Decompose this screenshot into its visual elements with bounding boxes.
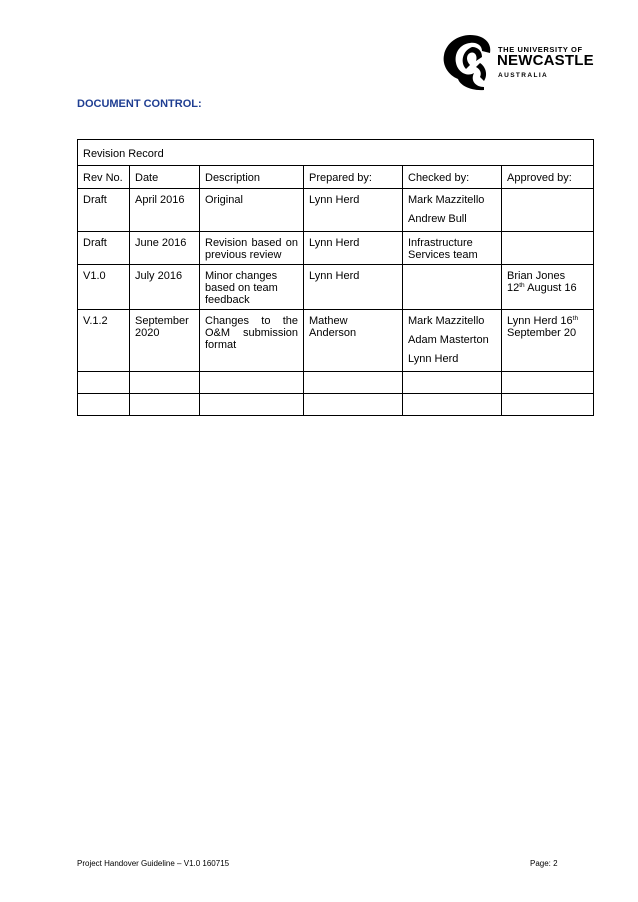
table-row xyxy=(78,265,594,310)
university-logo xyxy=(440,33,600,91)
description-line: Revision based on xyxy=(205,237,298,249)
cell-checked xyxy=(403,232,502,265)
logo-line-3: AUSTRALIA xyxy=(498,72,549,79)
description-line: feedback xyxy=(205,294,250,306)
footer-document-title: Project Handover Guideline – V1.0 160715 xyxy=(77,859,230,868)
cell-date: April 2016 xyxy=(130,189,200,232)
table-row xyxy=(78,310,594,372)
checked-name: Mark Mazzitello xyxy=(408,315,485,327)
description-line: O&M submission xyxy=(205,327,298,339)
header-date: Date xyxy=(130,166,200,189)
table-row xyxy=(78,232,594,265)
cell-prepared: Lynn Herd xyxy=(304,265,403,310)
description-line: Changes to the xyxy=(205,315,298,327)
cell-prepared: Lynn Herd xyxy=(304,189,403,232)
cell-approved xyxy=(502,310,594,372)
checked-name: Andrew Bull xyxy=(408,213,467,225)
cell-rev: V1.0 xyxy=(78,265,130,310)
cell-checked xyxy=(403,310,502,372)
cell-prepared: Mathew Anderson xyxy=(304,310,403,372)
checked-line: Services team xyxy=(408,249,478,261)
cell-date xyxy=(130,310,200,372)
logo-line-1: THE UNIVERSITY OF xyxy=(498,45,583,54)
empty-table-row xyxy=(78,372,594,394)
description-line: previous review xyxy=(205,249,282,261)
description-line: format xyxy=(205,339,237,351)
cell-date: July 2016 xyxy=(130,265,200,310)
approver-and-day: Lynn Herd 16 xyxy=(507,315,573,327)
cell-checked xyxy=(403,265,502,310)
header-description: Description xyxy=(200,166,304,189)
cell-description: Original xyxy=(200,189,304,232)
cell-rev: Draft xyxy=(78,189,130,232)
cell-approved xyxy=(502,265,594,310)
seahorse-emblem-icon xyxy=(440,33,496,91)
revision-record-table xyxy=(77,139,594,416)
date-line: 2020 xyxy=(135,327,160,339)
logo-line-2: NEWCASTLE xyxy=(497,52,594,69)
cell-description xyxy=(200,265,304,310)
checked-name: Adam Masterton xyxy=(408,334,489,346)
header-prepared-by: Prepared by: xyxy=(304,166,403,189)
approval-line: September 20 xyxy=(507,327,577,339)
date-line: September xyxy=(135,315,189,327)
header-approved-by: Approved by: xyxy=(502,166,594,189)
approver-name: Brian Jones xyxy=(507,270,566,282)
cell-rev: Draft xyxy=(78,232,130,265)
approval-day: 12 xyxy=(507,282,520,294)
empty-table-row xyxy=(78,394,594,416)
approval-date xyxy=(507,282,588,294)
cell-description xyxy=(200,232,304,265)
description-line: based on team xyxy=(205,282,278,294)
table-title-row xyxy=(78,140,594,166)
cell-approved xyxy=(502,189,594,232)
cell-rev: V.1.2 xyxy=(78,310,130,372)
footer-page-number: Page: 2 xyxy=(530,859,558,868)
cell-checked xyxy=(403,189,502,232)
approval-month-year: August 16 xyxy=(524,282,577,294)
cell-date: June 2016 xyxy=(130,232,200,265)
approval-line xyxy=(507,315,588,327)
table-title: Revision Record xyxy=(78,140,594,166)
table-header-row xyxy=(78,166,594,189)
ordinal-suffix: th xyxy=(572,315,579,322)
header-checked-by: Checked by: xyxy=(403,166,502,189)
checked-name: Mark Mazzitello xyxy=(408,194,485,206)
header-rev-no: Rev No. xyxy=(78,166,130,189)
cell-approved xyxy=(502,232,594,265)
checked-line: Infrastructure xyxy=(408,237,473,249)
section-heading: DOCUMENT CONTROL: xyxy=(77,98,202,110)
cell-description xyxy=(200,310,304,372)
description-line: Minor changes xyxy=(205,270,278,282)
checked-name: Lynn Herd xyxy=(408,353,459,365)
cell-prepared: Lynn Herd xyxy=(304,232,403,265)
table-row xyxy=(78,189,594,232)
ordinal-suffix: th xyxy=(519,282,525,289)
